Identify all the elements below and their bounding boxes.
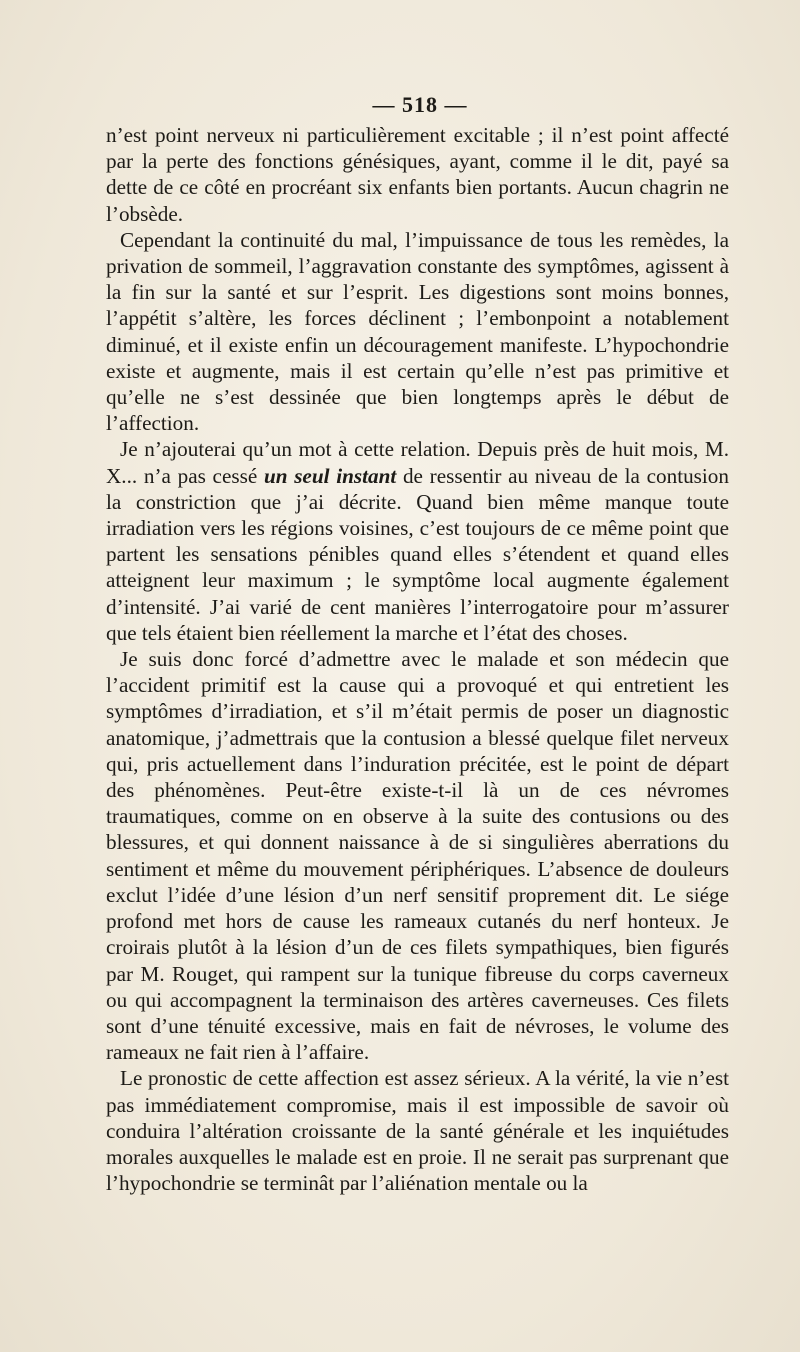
paragraph-text: de ressentir au niveau de la contusion la constriction que j’ai décrite. Quand bien même manque toute irradiation vers les régions voisines, c’est toujours de ce même point que partent les sensations pénibles quand elles s’étendent et quand elles atteignent leur maximum ; le symptôme local augmente également d’intensité. J’ai varié de cent manières l’interrogatoire pour m’assurer que tels étaient bien réellement la marche et l’état des choses.: [106, 463, 729, 645]
paragraph-text: Cependant la continuité du mal, l’impuissance de tous les remèdes, la privation de sommeil, l’aggravation constante des symptômes, agissent à la fin sur la santé et sur l’esprit. Les digestions sont moins bonnes, l’appétit s’altère, les forces déclinent ; l’embonpoint a notablement diminué, et il existe enfin un découragement manifeste. L’hypochondrie existe et augmente, mais il est certain qu’elle n’est pas primitive et qu’elle ne s’est dessinée que bien longtemps après le début de l’affection.: [106, 227, 729, 436]
paragraph-continuation: [106, 122, 729, 227]
paragraph-diagnosis: [106, 646, 729, 1065]
page-number: — 518 —: [372, 92, 468, 117]
paragraph-text: Je suis donc forcé d’admettre avec le malade et son médecin que l’accident primitif est la cause qui a provoqué et qui entretient les symptômes d’irradiation, et s’il m’était permis de poser un diagnostic anatomique, j’admettrais que la contusion a blessé quelque filet nerveux qui, pris actuellement dans l’induration précitée, est le point de départ des phénomènes. Peut-être existe-t-il là un de ces névromes traumatiques, comme on en observe à la suite des contusions ou des blessures, et qui donnent naissance à de si singulières aberrations du sentiment et même du mouvement périphériques. L’absence de douleurs exclut l’idée d’une lésion d’un nerf sensitif proprement dit. Le siége profond met hors de cause les rameaux cutanés du nerf honteux. Je croirais plutôt à la lésion d’un de ces filets sympathiques, bien figurés par M. Rouget, qui rampent sur la tunique fibreuse du corps caverneux ou qui accompagnent la terminaison des artères caverneuses. Ces filets sont d’une ténuité excessive, mais en fait de névroses, le volume des rameaux ne fait rien à l’affaire.: [106, 647, 729, 1065]
paragraph-text: Le pronostic de cette affection est assez sérieux. A la vérité, la vie n’est pas immédiatement compromise, mais il est impossible de savoir où conduira l’altération croissante de la santé générale et les inquiétudes morales auxquelles le malade est en proie. Il ne serait pas surprenant que l’hypochondrie se terminât par l’aliénation mentale ou la: [106, 1066, 729, 1196]
body-text: [106, 122, 729, 1196]
paragraph-text: n’est point nerveux ni particulièrement excitable ; il n’est point affecté par la perte des fonctions génésiques, ayant, comme il le dit, payé sa dette de ce côté en procréant six enfants bien portants. Aucun chagrin ne l’obsède.: [106, 123, 729, 226]
paragraph-hypochondria: [106, 227, 729, 437]
paragraph-lead: Je n’ajouterai qu’un mot à cette relation. Depuis près de huit mois, M. X... n’a pas cessé: [106, 437, 729, 488]
paragraph-prognosis: [106, 1065, 729, 1196]
emphasized-text: un seul instant: [263, 463, 397, 488]
paragraph-relation: [106, 436, 729, 646]
